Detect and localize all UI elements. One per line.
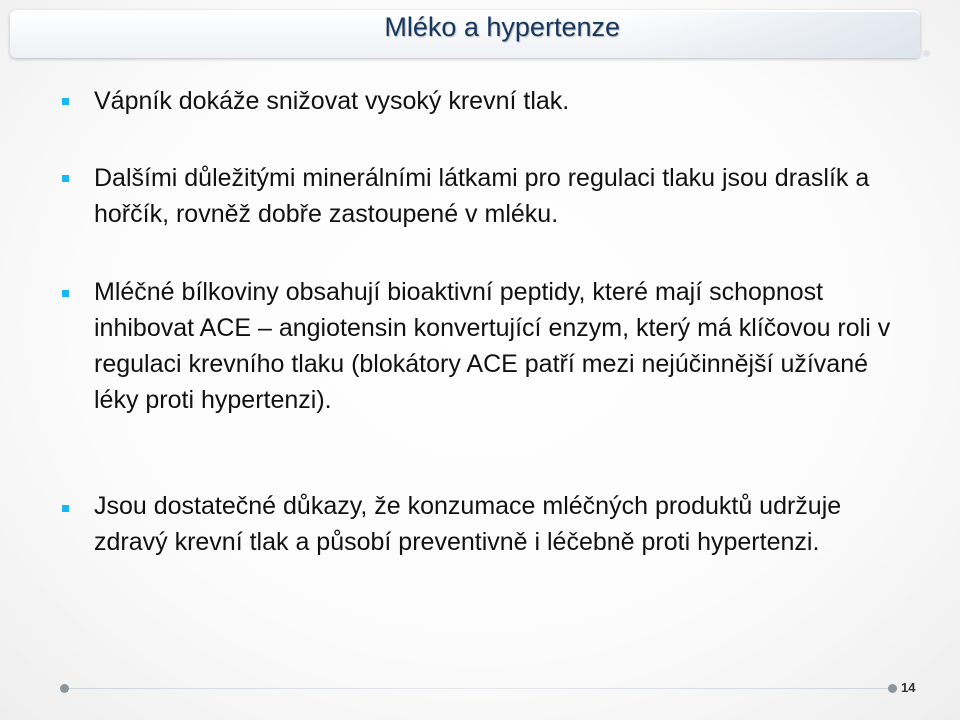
bullet-text-3: Mléčné bílkoviny obsahují bioaktivní peptidy, které mají schopnost inhibovat ACE – angiotensin konvertující enzym, který má klíčovou roli v regulaci krevního tlaku (blokátory ACE patří mezi nejúčinnější užívané léky proti hypertenzi). <box>94 278 891 414</box>
bullet-text-2: Dalšími důležitými minerálními látkami pro regulaci tlaku jsou draslík a hořčík, rovněž dobře zastoupené v mléku. <box>94 164 870 228</box>
footer-dot-right <box>888 684 897 693</box>
bullet-text-4: Jsou dostatečné důkazy, že konzumace mléčných produktů udržuje zdravý krevní tlak a působí preventivně i léčebně proti hypertenzi. <box>94 492 842 556</box>
footer-dot-left <box>60 684 69 693</box>
bullet-text-1: Vápník dokáže snižovat vysoký krevní tlak. <box>94 87 570 115</box>
page-number: 14 <box>901 680 916 695</box>
footer-line <box>66 688 894 689</box>
bullet-icon <box>62 290 69 297</box>
bullet-icon <box>62 175 69 182</box>
bullet-icon <box>62 98 69 105</box>
bullet-icon <box>62 505 69 512</box>
slide-title: Mléko a hypertenze <box>384 12 620 42</box>
title-bar-dot <box>923 50 930 57</box>
title-bar-shade <box>624 12 920 58</box>
